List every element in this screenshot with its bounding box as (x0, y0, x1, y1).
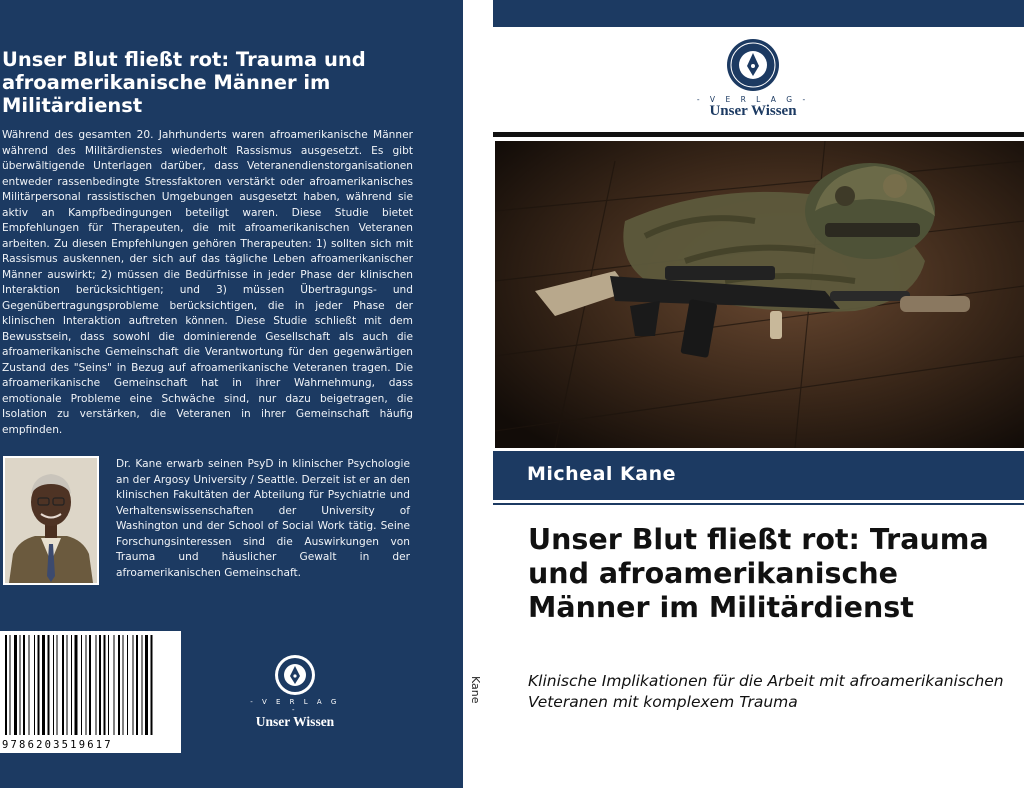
barcode-bar (127, 635, 128, 735)
barcode-bar (20, 635, 21, 735)
barcode (0, 631, 181, 753)
barcode-bar (62, 635, 64, 735)
publisher-verlag-label: - V E R L A G - (696, 95, 810, 104)
barcode-bar (23, 635, 25, 735)
barcode-bar (96, 635, 97, 735)
barcode-bar (34, 635, 35, 735)
barcode-bar (67, 635, 68, 735)
front-author-name: Micheal Kane (527, 463, 677, 485)
barcode-bar (136, 635, 138, 735)
isbn-number: 9786203519617 (2, 739, 113, 751)
barcode-bar (53, 635, 54, 735)
publisher-name: Unser Wissen (255, 714, 335, 729)
barcode-bar (145, 635, 148, 735)
front-cover-subtitle: Klinische Implikationen für die Arbeit mit afroamerikanischen Veteranen mit komplexem Trauma (528, 672, 1004, 711)
publisher-verlag-label: - V E R L A G - (250, 698, 340, 714)
barcode-bar (81, 635, 82, 735)
barcode-bar (99, 635, 101, 735)
barcode-bar (89, 635, 91, 735)
back-cover-blurb: Während des gesamten 20. Jahrhunderts waren afroamerikanische Männer während des Militärdienstes wiederholt Rassismus ausgesetzt. Es gibt überwältigende Unterlagen darüber, dass Veteranendienstorganisationen entweder rassenbedingte Stressfaktoren verstärkt oder afroamerikanisches Militärpersonal rassistischen Umgebungen ausgesetzt haben, während sie aktiv an Kampfbedingungen beteiligt waren. Diese Studie bietet Empfehlungen für Therapeuten, die mit afroamerikanischen Veteranen arbeiten. Zu diesen Empfehlungen gehören Therapeuten: 1) sollten sich mit Rassismus auskennen, der sich auf das tägliche Leben afroamerikanischer Männer auswirkt; 2) müssen die Bedürfnisse in jeder Phase der klinischen Interaktion berücksichtigen; und 3) müssen Übertragungs- und Gegenübertragungsprobleme berücksichtigen, die in jeder Phase der klinischen Interaktion auftreten können. Diese Studie schließt mit dem Bewusstsein, dass sowohl die dominierende Gesellschaft als auch die afroamerikanische Gemeinschaft die Verantwortung für den gegenwärtigen Zustand des "Seins" in Bezug auf afroamerikanische Veteranen tragen. Die afroamerikanische Gemeinschaft hat in ihrer Wahrnehmung, dass emotionale Probleme eine Schwäche sind, nur dazu beigetragen, die Isolation zu verstärken, die Veteranen in ihrer Gemeinschaft häufig empfinden. (2, 129, 413, 436)
barcode-bar (142, 635, 143, 735)
barcode-bar (118, 635, 120, 735)
author-photo (3, 456, 99, 585)
cover-photo (495, 141, 1024, 448)
barcode-bar (133, 635, 134, 735)
divider (493, 132, 1024, 137)
barcode-bars (3, 635, 178, 735)
publisher-name: Unser Wissen (709, 103, 797, 119)
barcode-bar (57, 635, 58, 735)
divider (493, 503, 1024, 505)
publisher-seal-icon (726, 38, 780, 92)
barcode-bar (14, 635, 17, 735)
barcode-bar (151, 635, 153, 735)
barcode-bar (48, 635, 50, 735)
publisher-seal-icon (274, 654, 316, 696)
barcode-bar (5, 635, 7, 735)
front-top-band (493, 0, 1024, 27)
spine-author: Kane (469, 676, 482, 704)
author-bio: Dr. Kane erwarb seinen PsyD in klinischer Psychologie an der Argosy University / Seattle. Derzeit ist er an den klinischen Fakultäten der Abteilung für Psychiatrie und Verhaltenswissenschaften der University of Washington und der School of Social Work tätig. Seine Forschungsinteressen sind die Auswirkungen von Trauma und häuslicher Gewalt in der afroamerikanischen Gemeinschaft. (116, 458, 410, 579)
publisher-logo-front (693, 38, 813, 119)
barcode-bar (10, 635, 11, 735)
spine (463, 0, 493, 788)
barcode-bar (29, 635, 30, 735)
back-cover-title: Unser Blut fließt rot: Trauma und afroamerikanische Männer im Militärdienst (2, 48, 366, 117)
barcode-bar (71, 635, 72, 735)
barcode-bar (38, 635, 40, 735)
barcode-bar (104, 635, 106, 735)
author-band (493, 451, 1024, 500)
barcode-bar (123, 635, 124, 735)
barcode-bar (75, 635, 78, 735)
barcode-bar (108, 635, 109, 735)
barcode-bar (114, 635, 115, 735)
barcode-bar (86, 635, 87, 735)
publisher-logo-back (246, 654, 344, 729)
front-cover-title: Unser Blut fließt rot: Trauma und afroamerikanische Männer im Militärdienst (528, 523, 989, 624)
back-cover (0, 0, 463, 788)
barcode-bar (42, 635, 45, 735)
